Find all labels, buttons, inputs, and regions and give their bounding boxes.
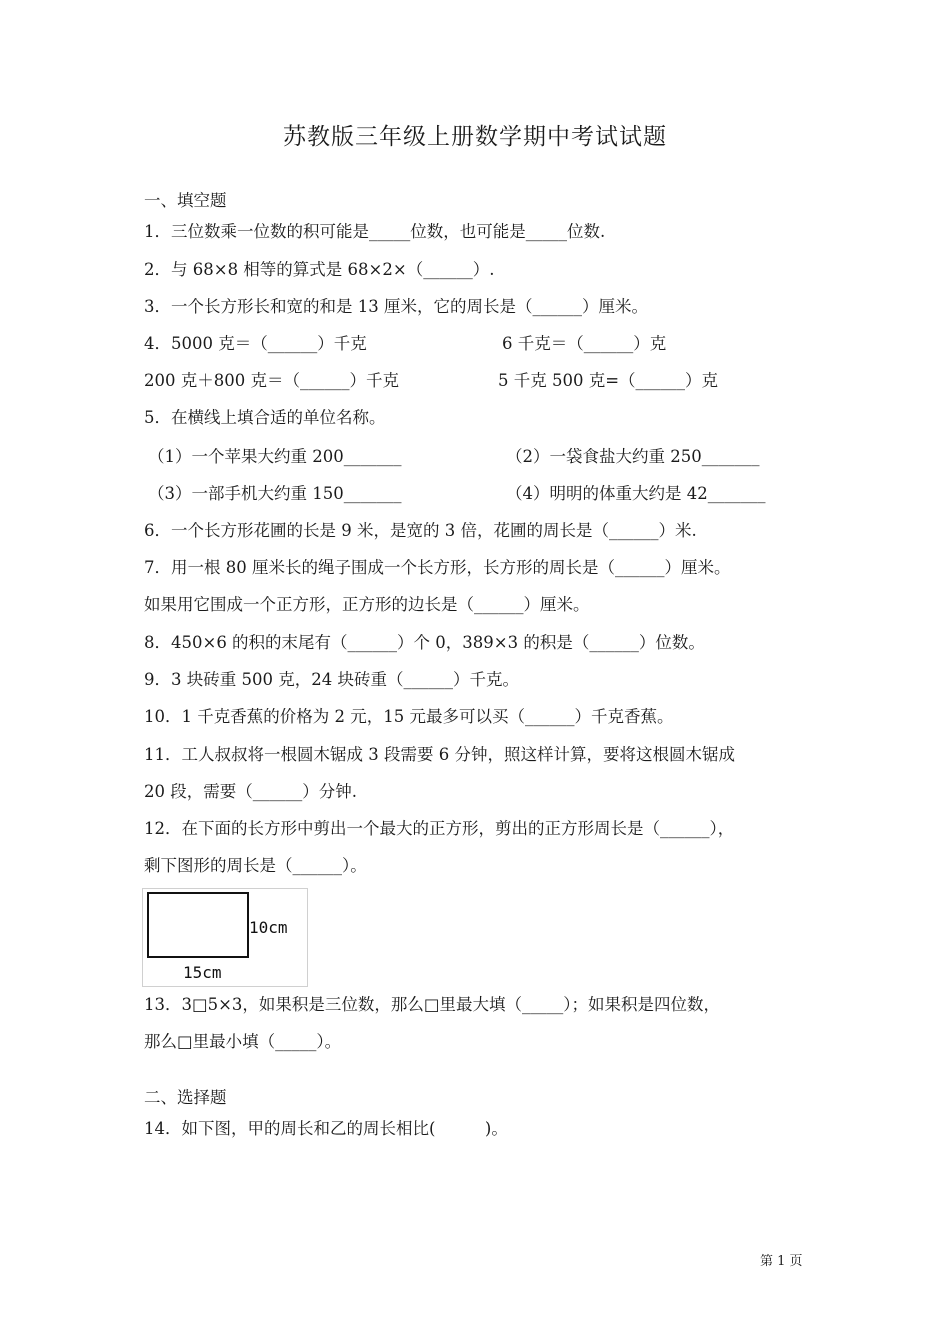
question-4c: 200 克＋800 克＝（______）千克 xyxy=(144,371,399,390)
section-heading-choice: 二、选择题 xyxy=(144,1088,227,1107)
question-13-line-1: 13．3□5×3，如果积是三位数，那么□里最大填（_____）；如果积是四位数， xyxy=(144,995,720,1014)
question-7-line-2: 如果用它围成一个正方形，正方形的边长是（______）厘米。 xyxy=(144,595,590,614)
question-4d: 5 千克 500 克=（______）克 xyxy=(498,371,719,390)
question-5-row-1 xyxy=(148,445,760,469)
question-5: 5．在横线上填合适的单位名称。 xyxy=(144,408,386,427)
question-9: 9．3 块砖重 500 克，24 块砖重（______）千克。 xyxy=(144,670,519,689)
question-5-row-2 xyxy=(148,482,766,506)
question-13-line-2: 那么□里最小填（_____）。 xyxy=(144,1032,342,1051)
question-5-4: （4）明明的体重大约是 42_______ xyxy=(506,484,766,503)
question-4-row-1 xyxy=(144,332,667,356)
question-7-line-1: 7．用一根 80 厘米长的绳子围成一个长方形，长方形的周长是（______）厘米。 xyxy=(144,558,731,577)
rectangle-figure xyxy=(142,888,308,987)
question-11-line-1: 11．工人叔叔将一根圆木锯成 3 段需要 6 分钟，照这样计算，要将这根圆木锯成 xyxy=(144,745,735,764)
page-number: 第 1 页 xyxy=(760,1254,803,1269)
question-10: 10．1 千克香蕉的价格为 2 元，15 元最多可以买（______）千克香蕉。 xyxy=(144,707,674,726)
rectangle-shape xyxy=(147,892,249,958)
question-4b: 6 千克＝（______）克 xyxy=(502,334,667,353)
question-4a: 4．5000 克＝（______）千克 xyxy=(144,334,367,353)
question-3: 3．一个长方形长和宽的和是 13 厘米，它的周长是（______）厘米。 xyxy=(144,297,648,316)
question-14: 14．如下图，甲的周长和乙的周长相比( )。 xyxy=(144,1119,508,1138)
height-label: 10cm xyxy=(249,918,288,937)
question-5-2: （2）一袋食盐大约重 250_______ xyxy=(506,447,760,466)
question-12-line-1: 12．在下面的长方形中剪出一个最大的正方形，剪出的正方形周长是（______）， xyxy=(144,819,735,838)
question-4-row-2 xyxy=(144,369,719,393)
question-5-3: （3）一部手机大约重 150_______ xyxy=(148,484,402,503)
question-1: 1．三位数乘一位数的积可能是_____位数，也可能是_____位数. xyxy=(144,222,606,241)
question-12-line-2: 剩下图形的周长是（______）。 xyxy=(144,856,367,875)
question-6: 6．一个长方形花圃的长是 9 米，是宽的 3 倍，花圃的周长是（______）米. xyxy=(144,521,697,540)
section-heading-fill-in: 一、填空题 xyxy=(144,191,227,210)
width-label: 15cm xyxy=(183,963,222,982)
question-2: 2．与 68×8 相等的算式是 68×2×（______）. xyxy=(144,260,495,279)
question-11-line-2: 20 段，需要（______）分钟. xyxy=(144,782,357,801)
question-5-1: （1）一个苹果大约重 200_______ xyxy=(148,447,402,466)
question-8: 8．450×6 的积的末尾有（______）个 0，389×3 的积是（______）位数。 xyxy=(144,633,705,652)
page-title: 苏教版三年级上册数学期中考试试题 xyxy=(283,124,667,150)
